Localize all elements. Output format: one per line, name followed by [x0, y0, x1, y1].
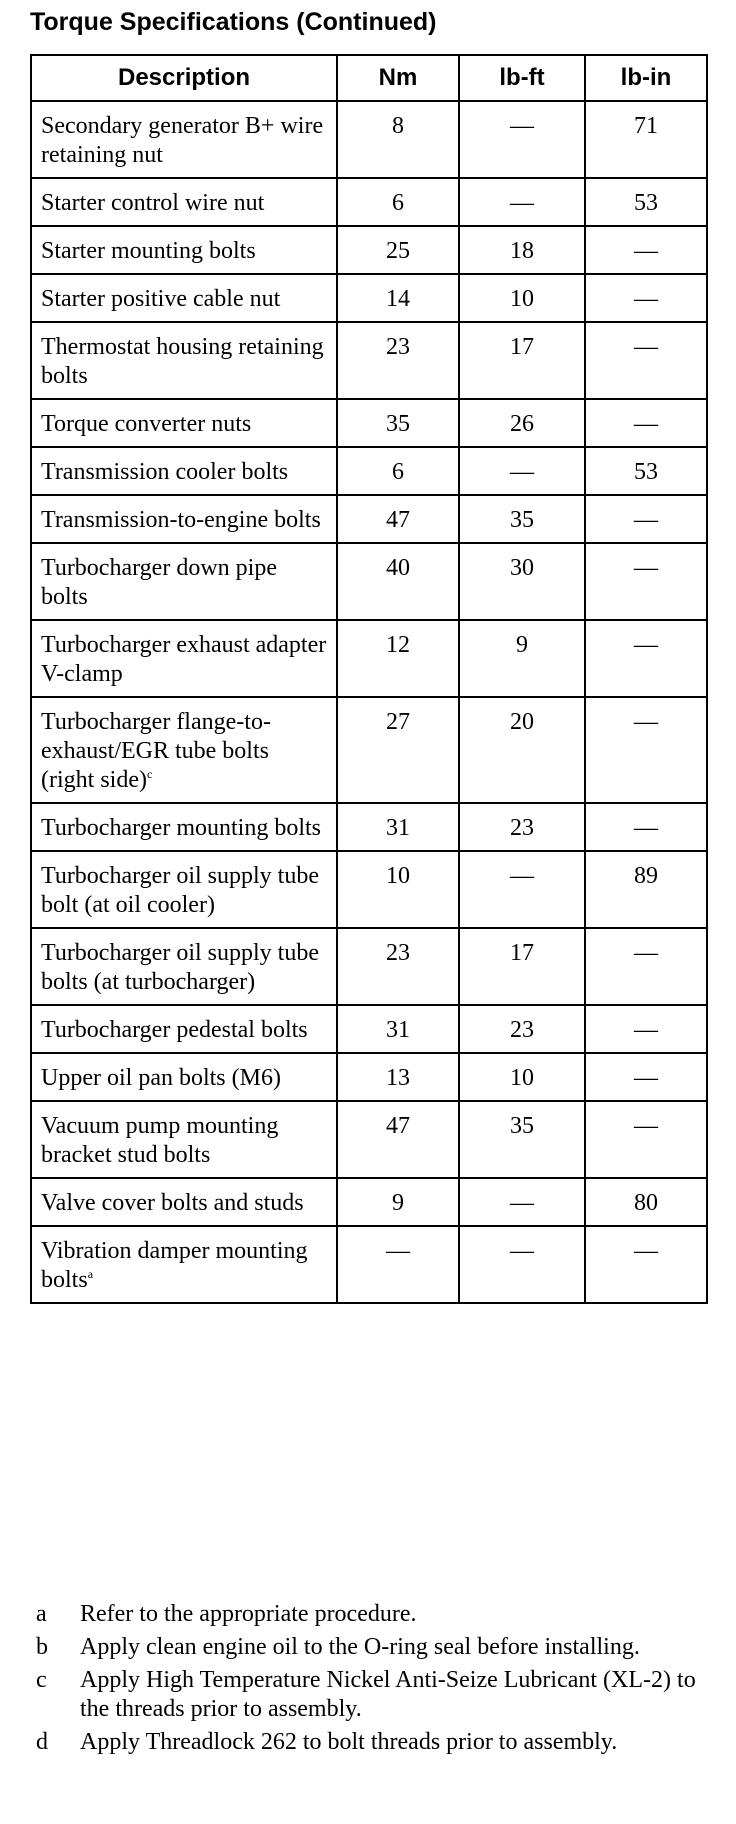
description-text: Turbocharger pedestal bolts — [41, 1017, 308, 1043]
nm-cell: 23 — [337, 928, 459, 1005]
footnote-text: Apply clean engine oil to the O-ring seal before installing. — [80, 1634, 640, 1660]
lbin-cell: 53 — [585, 178, 707, 226]
lbft-cell: 30 — [459, 543, 585, 620]
nm-cell: 8 — [337, 101, 459, 178]
lbin-cell: — — [585, 697, 707, 803]
footnote — [36, 1633, 696, 1662]
table-row — [31, 851, 707, 928]
description-cell — [31, 1226, 337, 1303]
description-text: Valve cover bolts and studs — [41, 1190, 304, 1216]
description-cell — [31, 447, 337, 495]
lbft-cell: 9 — [459, 620, 585, 697]
table-row — [31, 928, 707, 1005]
lbft-cell: — — [459, 1226, 585, 1303]
description-text: Starter positive cable nut — [41, 286, 281, 312]
footnote-marker: c — [146, 767, 153, 781]
description-cell — [31, 803, 337, 851]
table-row — [31, 543, 707, 620]
table-row — [31, 447, 707, 495]
description-cell — [31, 543, 337, 620]
lbft-cell: 23 — [459, 1005, 585, 1053]
nm-cell: 31 — [337, 803, 459, 851]
nm-cell: 12 — [337, 620, 459, 697]
lbin-cell: — — [585, 274, 707, 322]
description-text: Torque converter nuts — [41, 411, 252, 437]
page-title: Torque Specifications (Continued) — [30, 8, 437, 36]
footnote-text: Apply High Temperature Nickel Anti-Seize Lubricant (XL-2) to the threads prior to assembly. — [80, 1667, 696, 1722]
lbft-cell: 17 — [459, 322, 585, 399]
footnote-text: Apply Threadlock 262 to bolt threads prior to assembly. — [80, 1729, 618, 1755]
table-row — [31, 1005, 707, 1053]
description-text: Turbocharger oil supply tube bolt (at oil cooler) — [41, 863, 319, 918]
description-text: Transmission-to-engine bolts — [41, 507, 321, 533]
lbin-cell: 53 — [585, 447, 707, 495]
nm-cell: 14 — [337, 274, 459, 322]
table-header-row — [31, 55, 707, 101]
description-cell — [31, 322, 337, 399]
table-body — [31, 101, 707, 1303]
lbft-cell: 10 — [459, 1053, 585, 1101]
footnotes — [36, 1600, 696, 1761]
table-row — [31, 1226, 707, 1303]
lbin-cell: — — [585, 620, 707, 697]
lbin-cell: — — [585, 322, 707, 399]
nm-cell: — — [337, 1226, 459, 1303]
description-text: Vibration damper mounting bolts — [41, 1238, 308, 1293]
lbin-cell: — — [585, 1101, 707, 1178]
lbft-cell: — — [459, 1178, 585, 1226]
lbft-cell: — — [459, 447, 585, 495]
description-text: Thermostat housing retaining bolts — [41, 334, 324, 389]
description-cell — [31, 226, 337, 274]
footnote-letter: a — [36, 1601, 47, 1627]
description-cell — [31, 928, 337, 1005]
description-cell — [31, 274, 337, 322]
footnote-letter: b — [36, 1634, 48, 1660]
footnote — [36, 1600, 696, 1629]
description-cell — [31, 178, 337, 226]
lbft-cell: 23 — [459, 803, 585, 851]
description-text: Transmission cooler bolts — [41, 459, 289, 485]
description-text: Turbocharger flange-to-exhaust/EGR tube bolts (right side) — [41, 709, 271, 793]
lbin-cell: — — [585, 803, 707, 851]
table-row — [31, 399, 707, 447]
nm-cell: 40 — [337, 543, 459, 620]
nm-cell: 31 — [337, 1005, 459, 1053]
nm-cell: 27 — [337, 697, 459, 803]
description-cell — [31, 620, 337, 697]
nm-cell: 9 — [337, 1178, 459, 1226]
lbft-cell: 20 — [459, 697, 585, 803]
lbin-cell: — — [585, 543, 707, 620]
footnote — [36, 1666, 696, 1724]
lbft-cell: 17 — [459, 928, 585, 1005]
table-row — [31, 274, 707, 322]
description-cell — [31, 1178, 337, 1226]
table-row — [31, 178, 707, 226]
description-cell — [31, 495, 337, 543]
lbft-cell: 26 — [459, 399, 585, 447]
description-cell — [31, 1053, 337, 1101]
description-cell — [31, 1101, 337, 1178]
description-text: Turbocharger exhaust adapter V-clamp — [41, 632, 327, 687]
lbin-cell: — — [585, 928, 707, 1005]
nm-cell: 13 — [337, 1053, 459, 1101]
description-text: Upper oil pan bolts (M6) — [41, 1065, 281, 1091]
lbft-cell: — — [459, 101, 585, 178]
description-cell — [31, 399, 337, 447]
lbin-cell: 89 — [585, 851, 707, 928]
table-row — [31, 101, 707, 178]
lbin-cell: — — [585, 399, 707, 447]
lbft-cell: 18 — [459, 226, 585, 274]
footnote — [36, 1728, 696, 1757]
table-row — [31, 226, 707, 274]
description-text: Starter mounting bolts — [41, 238, 256, 264]
lbft-cell: 35 — [459, 495, 585, 543]
nm-cell: 47 — [337, 1101, 459, 1178]
column-header-lbin: lb-in — [585, 55, 707, 101]
lbin-cell: — — [585, 495, 707, 543]
description-text: Turbocharger oil supply tube bolts (at turbocharger) — [41, 940, 319, 995]
description-text: Vacuum pump mounting bracket stud bolts — [41, 1113, 279, 1168]
footnote-letter: c — [36, 1667, 47, 1693]
description-cell — [31, 851, 337, 928]
lbft-cell: — — [459, 178, 585, 226]
footnote-text: Refer to the appropriate procedure. — [80, 1601, 417, 1627]
description-text: Turbocharger down pipe bolts — [41, 555, 277, 610]
table-row — [31, 322, 707, 399]
torque-specifications-table — [30, 54, 708, 1304]
nm-cell: 23 — [337, 322, 459, 399]
footnote-marker: a — [87, 1267, 94, 1281]
table-row — [31, 697, 707, 803]
description-cell — [31, 1005, 337, 1053]
lbft-cell: 35 — [459, 1101, 585, 1178]
column-header-description: Description — [31, 55, 337, 101]
table-row — [31, 620, 707, 697]
description-text: Starter control wire nut — [41, 190, 265, 216]
lbin-cell: — — [585, 1005, 707, 1053]
table-row — [31, 495, 707, 543]
column-header-lbft: lb-ft — [459, 55, 585, 101]
nm-cell: 25 — [337, 226, 459, 274]
table-row — [31, 1178, 707, 1226]
nm-cell: 6 — [337, 178, 459, 226]
table-row — [31, 803, 707, 851]
lbft-cell: — — [459, 851, 585, 928]
lbin-cell: 80 — [585, 1178, 707, 1226]
description-cell — [31, 101, 337, 178]
lbin-cell: — — [585, 1226, 707, 1303]
footnote-letter: d — [36, 1729, 48, 1755]
nm-cell: 10 — [337, 851, 459, 928]
lbin-cell: — — [585, 1053, 707, 1101]
column-header-nm: Nm — [337, 55, 459, 101]
description-cell — [31, 697, 337, 803]
table-row — [31, 1053, 707, 1101]
nm-cell: 6 — [337, 447, 459, 495]
table-row — [31, 1101, 707, 1178]
nm-cell: 47 — [337, 495, 459, 543]
lbin-cell: 71 — [585, 101, 707, 178]
lbin-cell: — — [585, 226, 707, 274]
description-text: Secondary generator B+ wire retaining nut — [41, 113, 324, 168]
description-text: Turbocharger mounting bolts — [41, 815, 321, 841]
lbft-cell: 10 — [459, 274, 585, 322]
nm-cell: 35 — [337, 399, 459, 447]
